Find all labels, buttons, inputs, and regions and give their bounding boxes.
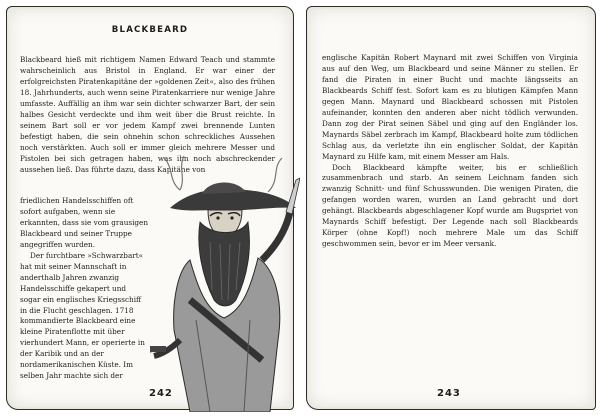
- right-page: [306, 6, 596, 410]
- paragraph: Der furchtbare »Schwarzbart« hat mit seiner Mannschaft in anderthalb Jahren zwanzig Handelsschiffe gekapert und sogar ein englisches Kriegsschiff in die Flucht geschlagen. 1718 kommandierte Blackbeard eine kleine Piratenflotte mit über vierhundert Mann, er operierte in der Karibik und an der nordamerikanischen Küste. Im selben Jahr machte sich der: [20, 250, 145, 381]
- left-wrap-text: [20, 196, 148, 382]
- paragraph: friedlichen Handelsschiffen oft sofort aufgaben, wenn sie erkannten, dass sie vom grausigen Blackbeard und seiner Truppe angegriffen wurden.: [20, 196, 149, 249]
- page-number-right: 243: [437, 388, 461, 399]
- blackbeard-pirate-illustration: [150, 150, 300, 412]
- running-head: BLACKBEARD: [111, 25, 189, 35]
- paragraph: englische Kapitän Robert Maynard mit zwei Schiffen von Virginia aus auf den Weg, um Blackbeard und seine Männer zu stellen. Er fand die Piraten in einer Bucht und machte längsseits an Blackbeards Schiff fest. Sofort kam es zu blutigen Kämpfen Mann gegen Mann. Maynard und Blackbeard schossen mit Pistolen aufeinander, konnten den anderen aber nicht tödlich verwunden. Dann zog der Pirat seinen Säbel und ging auf den Engländer los. Maynards Säbel zerbrach im Kampf, Blackbeard holte zum tödlichen Schlag aus, da verletzte ihn ein englischer Soldat, der Kapitän Maynard zu Hilfe kam, mit einem Messer am Hals.: [322, 53, 578, 161]
- right-main-text: [322, 53, 578, 250]
- paragraph: Blackbeard hieß mit richtigem Namen Edward Teach und stammte wahrscheinlich aus Bristol in England. Er war einer der erfolgreichsten Piratenkapitäne der »goldenen Zeit«, also des frühen 18. Jahrhunderts, auch wenn seine Piratenkarriere nur wenige Jahre umfasste. Auffällig an ihm war sein dichter schwarzer Bart, der sein halbes Gesicht verdeckte und ihm weit über die Brust reichte. In seinem Bart soll er vor jedem Kampf zwei brennende Lunten befestigt haben, die sein ohnehin schon schreckliches Aussehen noch verstärkten. Auch soll er immer gleich mehrere Messer und Pistolen bei sich getragen haben, was ihn noch abschreckender aussehen ließ. Das führte dazu, dass Kapitäne von: [20, 55, 275, 174]
- page-number-left: 242: [149, 388, 173, 399]
- paragraph: Doch Blackbeard kämpfte weiter, bis er schließlich zusammenbrach und starb. An seinem Leichnam fanden sich zwanzig Schnitt- und fünf Schusswunden. Die wenigen Piraten, die gefangen worden waren, wurden an Land gebracht und dort gehängt. Blackbeards abgeschlagener Kopf wurde am Bugspriet von Maynards Schiff befestigt. Der Legende nach soll Blackbeards Körper (ohne Kopf!) noch mehrere Male um das Schiff geschwommen sein, bevor er im Meer versank.: [322, 162, 578, 249]
